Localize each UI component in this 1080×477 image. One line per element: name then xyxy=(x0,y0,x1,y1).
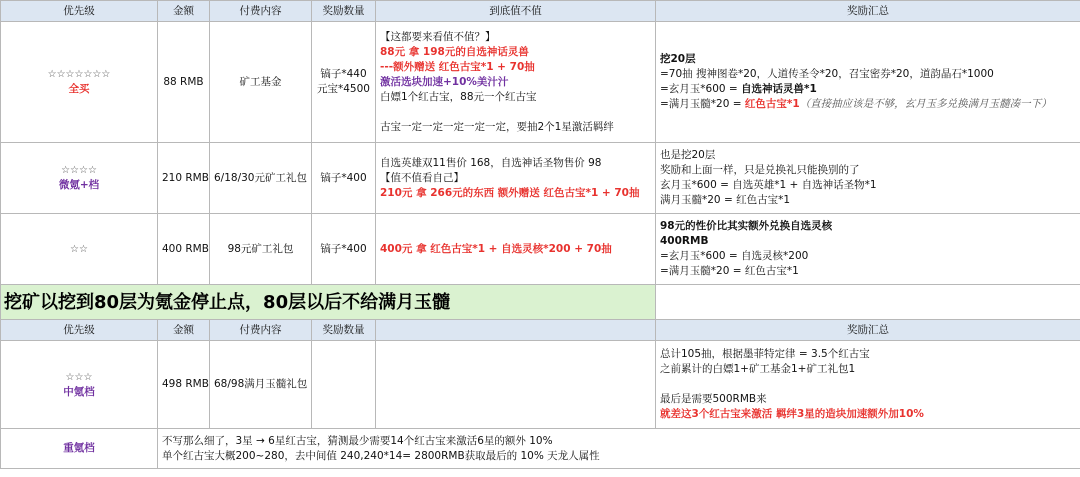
reward-count-cell: 镐子*400 xyxy=(312,214,376,285)
amount-cell: 210 RMB xyxy=(158,143,210,214)
reward-count-cell xyxy=(312,341,376,429)
summary-cell xyxy=(656,341,1080,429)
priority-cell xyxy=(1,429,158,469)
spacer xyxy=(380,105,651,120)
table-row xyxy=(1,143,1080,214)
table-row xyxy=(1,341,1080,429)
star-rating: ☆☆☆☆ xyxy=(61,165,97,176)
reward-line: 镐子*440 xyxy=(320,68,367,80)
priority-cell xyxy=(1,143,158,214)
summary-title: 挖20层 xyxy=(660,53,696,65)
note-line: 不写那么细了，3星 → 6星红古宝，猜测最少需要14个红古宝来激活6星的额外 10% xyxy=(162,434,553,447)
notes-cell xyxy=(158,429,1080,469)
worth-line: ---额外赠送 红色古宝*1 + 70抽 xyxy=(380,60,535,73)
worth-line: 【值不值看自己】 xyxy=(380,171,464,184)
summary-line: =满月玉髓*20 = 红色古宝*1 xyxy=(660,265,799,277)
summary-cell xyxy=(656,143,1080,214)
summary-line: 总计105抽，根据墨菲特定律 = 3.5个红古宝 xyxy=(660,348,870,360)
summary-line: =满月玉髓*20 = 红色古宝*1（直接抽应该是不够，玄月玉多兑换满月玉髓凑一下） xyxy=(660,98,1052,110)
table-row xyxy=(1,22,1080,143)
tier-label: 中氪档 xyxy=(63,385,95,398)
summary-line: 玄月玉*600 = 自选英雄*1 + 自选神话圣物*1 xyxy=(660,179,877,191)
spacer xyxy=(660,377,1076,392)
summary-line: 最后是需要500RMB来 xyxy=(660,393,767,405)
table-row xyxy=(1,214,1080,285)
header-summary: 奖励汇总 xyxy=(656,320,1080,341)
reward-count-cell xyxy=(312,22,376,143)
summary-cell xyxy=(656,22,1080,143)
content-cell: 98元矿工礼包 xyxy=(210,214,312,285)
header-amount: 金额 xyxy=(158,1,210,22)
note-line: 单个红古宝大概200~280，去中间值 240,240*14= 2800RMB获取最后的 10% 天龙人属性 xyxy=(162,449,600,462)
tier-label: 重氪档 xyxy=(63,442,95,454)
summary-title: 400RMB xyxy=(660,235,709,247)
priority-cell xyxy=(1,22,158,143)
worth-line: 88元 拿 198元的自选神话灵兽 xyxy=(380,45,529,58)
summary-line: =玄月玉*600 = 自选灵核*200 xyxy=(660,250,809,262)
amount-cell: 88 RMB xyxy=(158,22,210,143)
header-row xyxy=(1,1,1080,22)
header-content: 付费内容 xyxy=(210,1,312,22)
worth-line: 400元 拿 红色古宝*1 + 自选灵核*200 + 70抽 xyxy=(380,242,612,255)
header-summary: 奖励汇总 xyxy=(656,1,1080,22)
worth-cell xyxy=(376,143,656,214)
amount-cell: 400 RMB xyxy=(158,214,210,285)
star-rating: ☆☆☆☆☆☆☆ xyxy=(47,69,111,80)
worth-line: 【这都要来看值不值？】 xyxy=(380,30,496,43)
priority-cell xyxy=(1,341,158,429)
summary-cell xyxy=(656,214,1080,285)
tier-label: 全买 xyxy=(68,83,90,95)
header-amount: 金额 xyxy=(158,320,210,341)
header-reward-count: 奖励数量 xyxy=(312,1,376,22)
banner-title: 挖矿以挖到80层为氪金停止点，80层以后不给满月玉髓 xyxy=(1,285,656,320)
reward-line: 元宝*4500 xyxy=(317,83,370,95)
star-rating: ☆☆ xyxy=(70,243,88,255)
worth-line: 210元 拿 266元的东西 额外赠送 红色古宝*1 + 70抽 xyxy=(380,186,640,199)
banner-empty xyxy=(656,285,1080,320)
worth-cell xyxy=(376,214,656,285)
worth-line: 白嫖1个红古宝，88元一个红古宝 xyxy=(380,90,537,103)
reward-count-cell: 镐子*400 xyxy=(312,143,376,214)
header-priority: 优先级 xyxy=(1,1,158,22)
table-row xyxy=(1,429,1080,469)
content-cell: 6/18/30元矿工礼包 xyxy=(210,143,312,214)
header-row xyxy=(1,320,1080,341)
header-worth-empty xyxy=(376,320,656,341)
header-worth: 到底值不值 xyxy=(376,1,656,22)
summary-line: 就差这3个红古宝来激活 羁绊3星的造块加速额外加10% xyxy=(660,408,924,420)
amount-cell: 498 RMB xyxy=(158,341,210,429)
worth-line: 激活选块加速+10%美汁汁 xyxy=(380,75,509,88)
tier-label: 微氪+档 xyxy=(58,179,100,191)
worth-cell xyxy=(376,341,656,429)
summary-line: =玄月玉*600 = 自选神话灵兽*1 xyxy=(660,83,817,95)
content-cell: 矿工基金 xyxy=(210,22,312,143)
worth-cell xyxy=(376,22,656,143)
star-rating: ☆☆☆ xyxy=(65,371,93,383)
worth-line: 自选英雄双11售价 168，自选神话圣物售价 98 xyxy=(380,156,602,169)
summary-line: 之前累计的白嫖1+矿工基金1+矿工礼包1 xyxy=(660,363,856,375)
summary-line: 奖励和上面一样，只是兑换礼只能换别的了 xyxy=(660,164,860,176)
banner-row xyxy=(1,285,1080,320)
summary-line: 也是挖20层 xyxy=(660,149,716,161)
priority-cell xyxy=(1,214,158,285)
header-priority: 优先级 xyxy=(1,320,158,341)
header-reward-count: 奖励数量 xyxy=(312,320,376,341)
summary-line: 满月玉髓*20 = 红色古宝*1 xyxy=(660,194,791,206)
header-content: 付费内容 xyxy=(210,320,312,341)
worth-line: 古宝一定一定一定一定一定，要抽2个1星激活羁绊 xyxy=(380,120,614,133)
summary-title: 98元的性价比其实额外兑换自选灵核 xyxy=(660,220,833,232)
content-cell: 68/98满月玉髓礼包 xyxy=(210,341,312,429)
summary-line: =70抽 搜神图卷*20，人道传圣令*20，召宝密券*20，道韵晶石*1000 xyxy=(660,68,994,80)
